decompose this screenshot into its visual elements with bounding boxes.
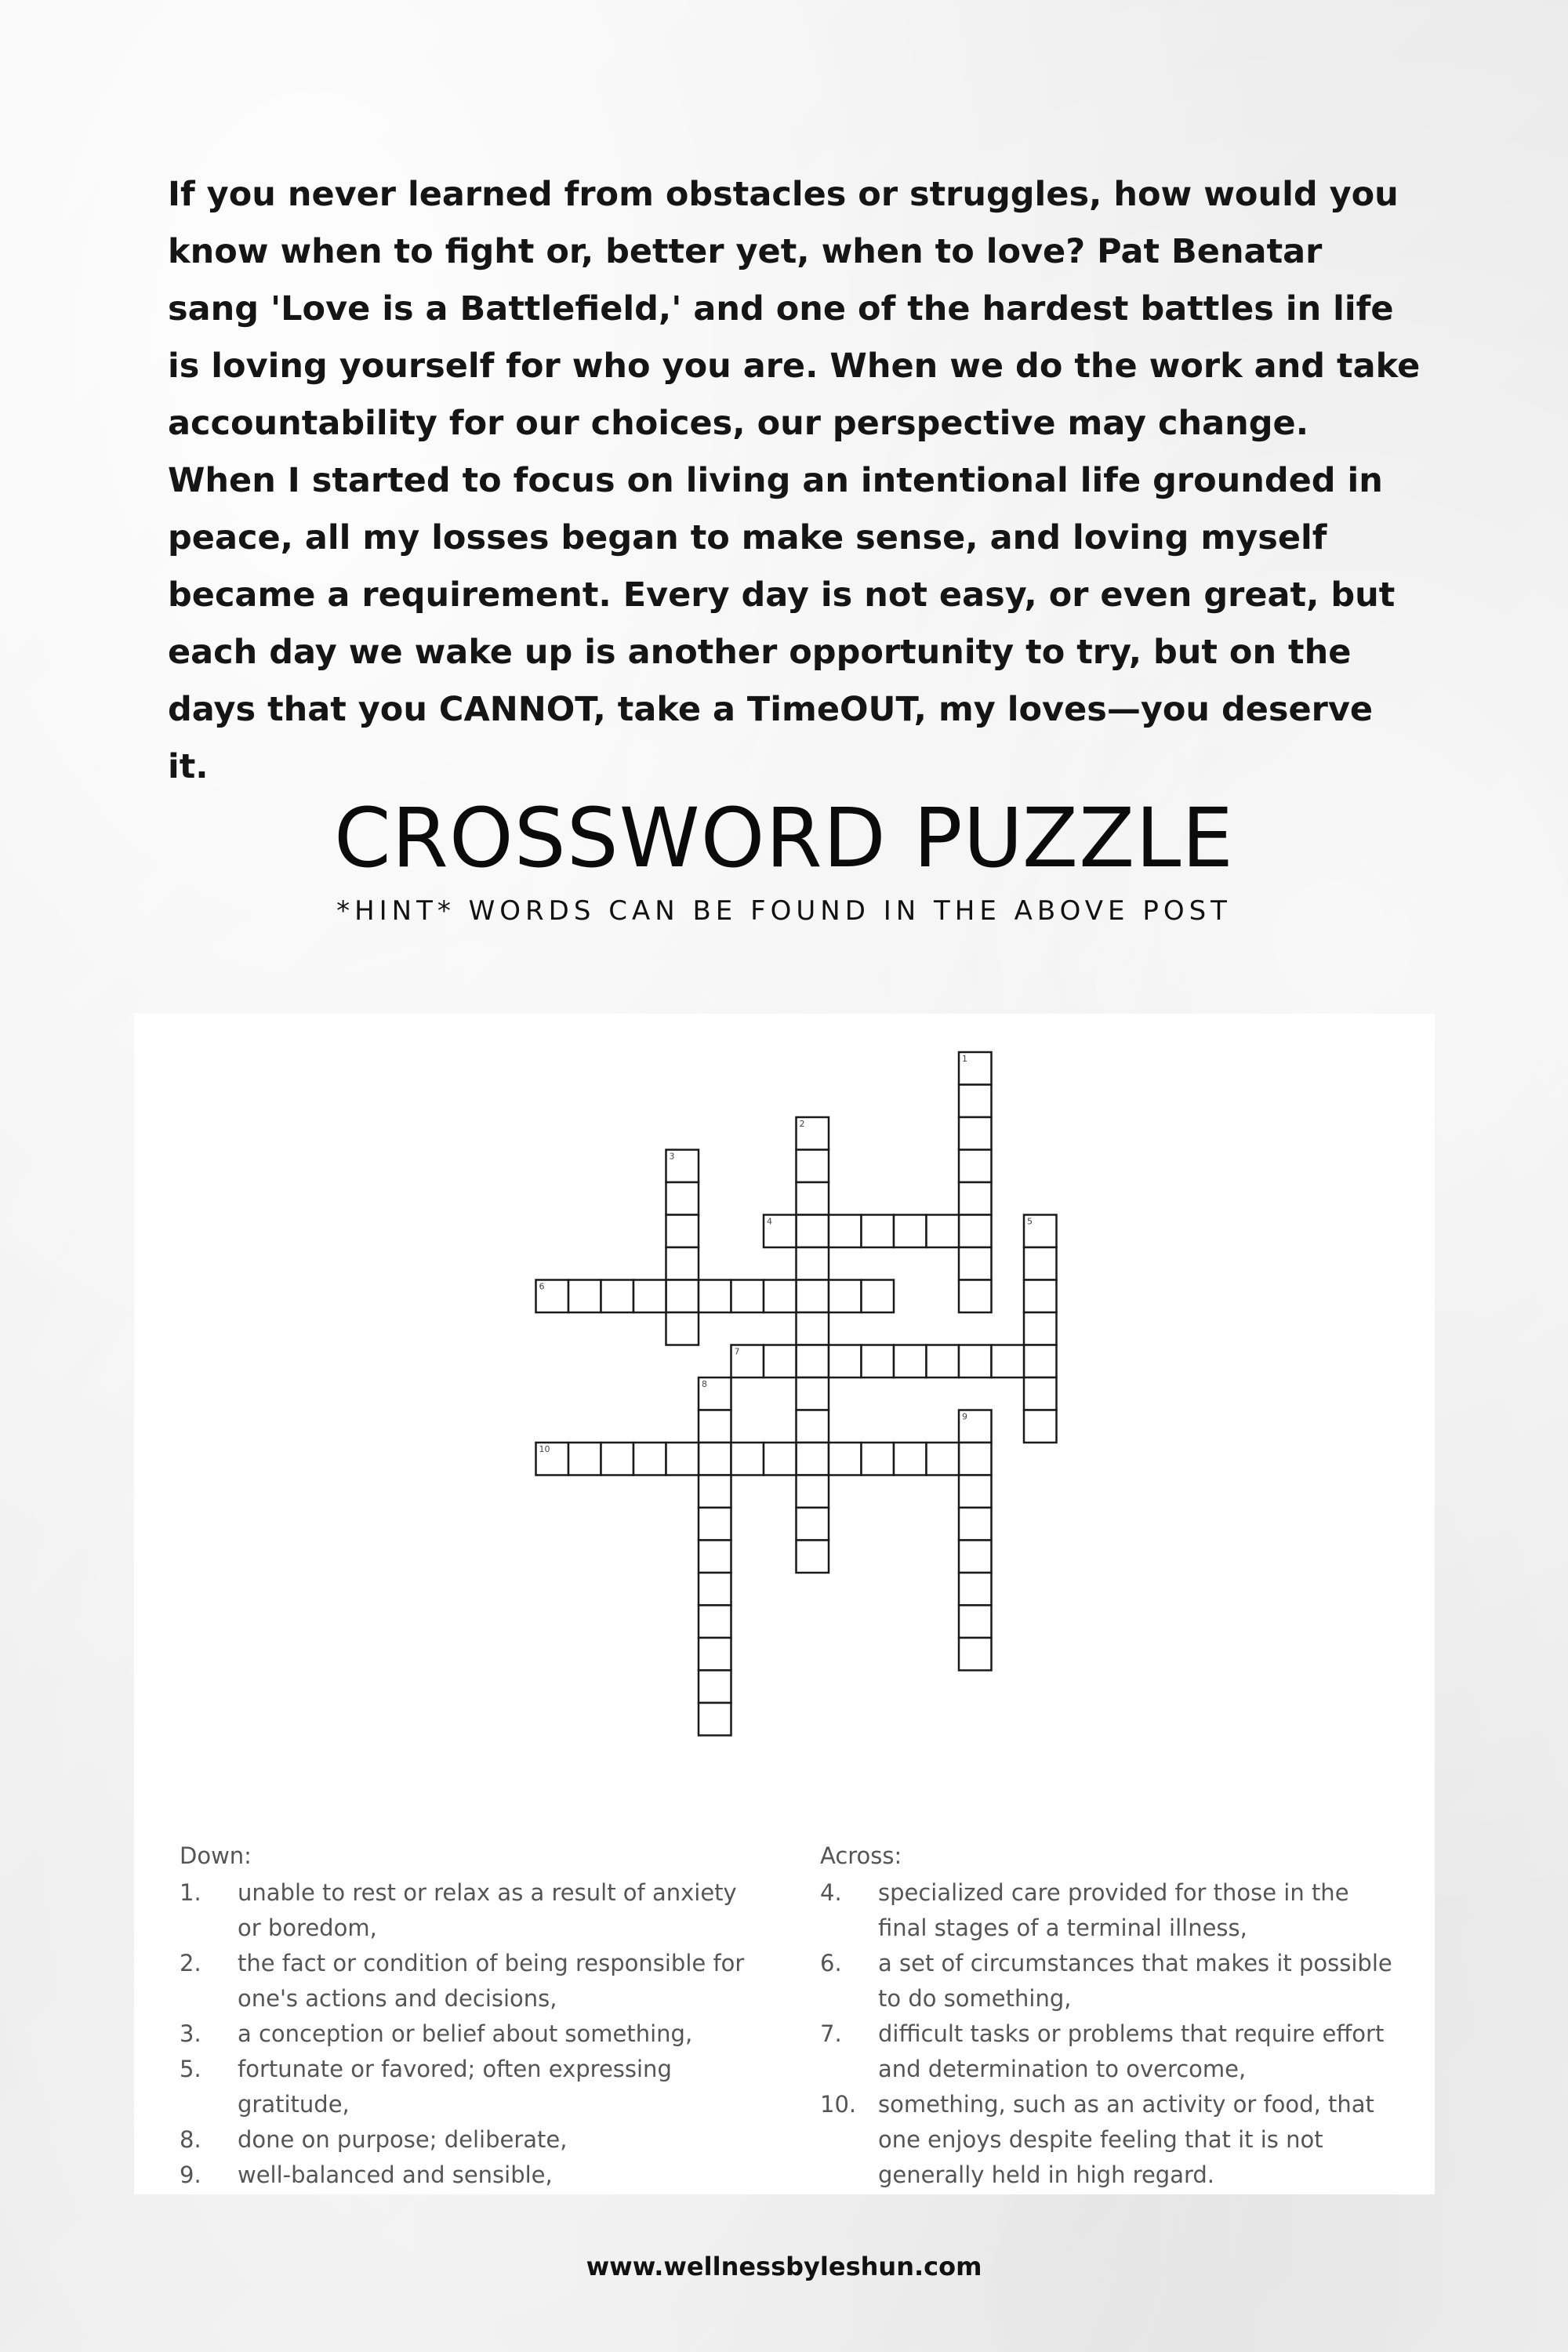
crossword-cell[interactable] (959, 1508, 992, 1541)
post-paragraph: If you never learned from obstacles or struggles, how would you know when to fight or, better yet, when to love? Pat Benatar sang 'Love is a Battlefield,' and one of the hardest battles in life is loving yourself for who you are. When we do the work and take accountability for our choices, our perspective may change. When I started to focus on living an intentional life grounded in peace, all my losses began to make sense, and loving myself became a requirement. Every day is not easy, or even great, but each day we wake up is another opportunity to try, but on the days that you CANNOT, take a TimeOUT, my loves—you deserve it. (168, 175, 1421, 786)
clue-number: 5. (180, 2056, 201, 2082)
crossword-cell[interactable] (699, 1671, 731, 1704)
crossword-cell[interactable] (797, 1117, 829, 1150)
clue-number: 2. (180, 1950, 201, 1976)
crossword-cell[interactable] (927, 1345, 960, 1378)
crossword-cell[interactable] (894, 1345, 927, 1378)
clue-item (180, 2158, 760, 2193)
clue-item (820, 1946, 1400, 2016)
clue-number: 10. (820, 2091, 857, 2118)
crossword-cell[interactable] (1024, 1410, 1057, 1443)
crossword-cell[interactable] (699, 1475, 731, 1508)
clue-number: 9. (180, 2161, 201, 2188)
crossword-cell[interactable] (959, 1541, 992, 1573)
cell-number: 2 (799, 1119, 805, 1129)
crossword-cell[interactable] (699, 1443, 731, 1475)
crossword-cell[interactable] (894, 1215, 927, 1248)
crossword-cell[interactable] (536, 1280, 569, 1313)
clue-item (820, 1875, 1400, 1946)
crossword-panel (134, 1014, 1435, 2194)
crossword-cell[interactable] (764, 1280, 797, 1313)
crossword-cell[interactable] (797, 1443, 829, 1475)
crossword-cell[interactable] (1024, 1312, 1057, 1345)
crossword-cell[interactable] (633, 1443, 666, 1475)
crossword-cell[interactable] (666, 1247, 699, 1280)
crossword-cell[interactable] (699, 1606, 731, 1639)
across-heading: Across: (820, 1842, 902, 1869)
crossword-cell[interactable] (797, 1247, 829, 1280)
crossword-cell[interactable] (699, 1410, 731, 1443)
crossword-cell[interactable] (797, 1182, 829, 1215)
crossword-cell[interactable] (829, 1215, 862, 1248)
crossword-cell[interactable] (1024, 1280, 1057, 1313)
crossword-cell[interactable] (666, 1312, 699, 1345)
crossword-cell[interactable] (797, 1150, 829, 1183)
clue-text: specialized care provided for those in the final stages of a terminal illness, (878, 1879, 1349, 1941)
clue-item (820, 2016, 1400, 2087)
crossword-cell[interactable] (959, 1638, 992, 1671)
crossword-cell[interactable] (1024, 1345, 1057, 1378)
crossword-cell[interactable] (992, 1345, 1025, 1378)
clue-item (180, 1875, 760, 1946)
clue-text: done on purpose; deliberate, (238, 2126, 568, 2153)
footer-url[interactable]: www.wellnessbyleshun.com (586, 2252, 982, 2281)
crossword-cell[interactable] (797, 1410, 829, 1443)
crossword-cell[interactable] (568, 1443, 601, 1475)
clue-number: 3. (180, 2020, 201, 2047)
crossword-cell[interactable] (699, 1377, 731, 1410)
crossword-cell[interactable] (797, 1475, 829, 1508)
crossword-cell[interactable] (699, 1280, 731, 1313)
crossword-cell[interactable] (959, 1443, 992, 1475)
down-clue-list (180, 1875, 760, 2193)
crossword-cell[interactable] (829, 1345, 862, 1378)
cell-number: 3 (669, 1151, 675, 1162)
cell-number: 4 (767, 1216, 772, 1227)
crossword-cell[interactable] (927, 1215, 960, 1248)
crossword-cell[interactable] (797, 1280, 829, 1313)
crossword-cell[interactable] (959, 1085, 992, 1118)
clue-text: something, such as an activity or food, that one enjoys despite feeling that it is not generally held in high regard. (878, 2091, 1374, 2188)
crossword-cell[interactable] (959, 1182, 992, 1215)
crossword-cell[interactable] (959, 1117, 992, 1150)
crossword-grid (134, 1014, 1435, 1829)
clue-number: 8. (180, 2126, 201, 2153)
crossword-cell[interactable] (959, 1345, 992, 1378)
crossword-cell[interactable] (699, 1508, 731, 1541)
crossword-cell[interactable] (731, 1443, 764, 1475)
clue-number: 7. (820, 2020, 842, 2047)
crossword-cell[interactable] (666, 1280, 699, 1313)
crossword-cell[interactable] (829, 1280, 862, 1313)
crossword-cell[interactable] (1024, 1377, 1057, 1410)
clue-text: the fact or condition of being responsible for one's actions and decisions, (238, 1950, 745, 2012)
hint-subtitle: *HINT* WORDS CAN BE FOUND IN THE ABOVE POST (336, 895, 1232, 927)
crossword-cell[interactable] (959, 1410, 992, 1443)
clue-item (180, 2016, 760, 2052)
clue-number: 4. (820, 1879, 842, 1906)
clue-text: unable to rest or relax as a result of anxiety or boredom, (238, 1879, 737, 1941)
crossword-cell[interactable] (797, 1312, 829, 1345)
page-title: CROSSWORD PUZZLE (333, 790, 1234, 886)
crossword-cell[interactable] (894, 1443, 927, 1475)
crossword-cell[interactable] (797, 1377, 829, 1410)
clue-number: 1. (180, 1879, 201, 1906)
across-clues (820, 1838, 1400, 2193)
cell-number: 5 (1027, 1216, 1033, 1227)
crossword-cell[interactable] (959, 1052, 992, 1085)
crossword-cell[interactable] (699, 1703, 731, 1736)
clue-text: a conception or belief about something, (238, 2020, 693, 2047)
crossword-cell[interactable] (1024, 1247, 1057, 1280)
down-heading: Down: (180, 1842, 252, 1869)
crossword-cell[interactable] (797, 1541, 829, 1573)
crossword-cell[interactable] (601, 1443, 634, 1475)
down-clues (180, 1838, 760, 2193)
clue-number: 6. (820, 1950, 842, 1976)
across-clue-list (820, 1875, 1400, 2193)
cell-number: 9 (962, 1411, 967, 1422)
crossword-cell[interactable] (862, 1215, 895, 1248)
crossword-cell[interactable] (797, 1345, 829, 1378)
clue-item (180, 2122, 760, 2158)
crossword-cell[interactable] (862, 1443, 895, 1475)
crossword-cell[interactable] (536, 1443, 569, 1475)
crossword-cell[interactable] (764, 1215, 797, 1248)
clue-item (180, 2052, 760, 2122)
crossword-cell[interactable] (829, 1443, 862, 1475)
crossword-cell[interactable] (959, 1247, 992, 1280)
clue-text: fortunate or favored; often expressing gratitude, (238, 2056, 672, 2118)
crossword-cell[interactable] (797, 1508, 829, 1541)
clue-text: well-balanced and sensible, (238, 2161, 553, 2188)
cell-number: 10 (539, 1444, 550, 1454)
crossword-cell[interactable] (959, 1280, 992, 1313)
clue-text: difficult tasks or problems that require effort and determination to overcome, (878, 2020, 1385, 2082)
crossword-cell[interactable] (959, 1606, 992, 1639)
crossword-cell[interactable] (666, 1150, 699, 1183)
cell-number: 1 (962, 1054, 967, 1064)
crossword-cell[interactable] (959, 1475, 992, 1508)
crossword-cell[interactable] (927, 1443, 960, 1475)
crossword-cell[interactable] (862, 1280, 895, 1313)
clue-item (820, 2087, 1400, 2193)
crossword-cell[interactable] (666, 1443, 699, 1475)
crossword-cell[interactable] (959, 1215, 992, 1248)
clue-item (180, 1946, 760, 2016)
crossword-cell[interactable] (797, 1215, 829, 1248)
cell-number: 7 (734, 1346, 740, 1357)
crossword-cell[interactable] (764, 1345, 797, 1378)
clue-text: a set of circumstances that makes it possible to do something, (878, 1950, 1392, 2012)
cell-number: 6 (539, 1281, 545, 1292)
crossword-cell[interactable] (666, 1182, 699, 1215)
crossword-cell[interactable] (959, 1150, 992, 1183)
crossword-cell[interactable] (862, 1345, 895, 1378)
crossword-cell[interactable] (764, 1443, 797, 1475)
crossword-cell[interactable] (699, 1541, 731, 1573)
crossword-cell[interactable] (601, 1280, 634, 1313)
crossword-cell[interactable] (1024, 1215, 1057, 1248)
cell-number: 8 (702, 1379, 707, 1389)
crossword-cell[interactable] (568, 1280, 601, 1313)
crossword-cell[interactable] (666, 1215, 699, 1248)
crossword-cell[interactable] (633, 1280, 666, 1313)
crossword-cell[interactable] (731, 1345, 764, 1378)
crossword-cell[interactable] (731, 1280, 764, 1313)
crossword-cell[interactable] (699, 1638, 731, 1671)
crossword-cell[interactable] (959, 1573, 992, 1606)
crossword-cell[interactable] (699, 1573, 731, 1606)
